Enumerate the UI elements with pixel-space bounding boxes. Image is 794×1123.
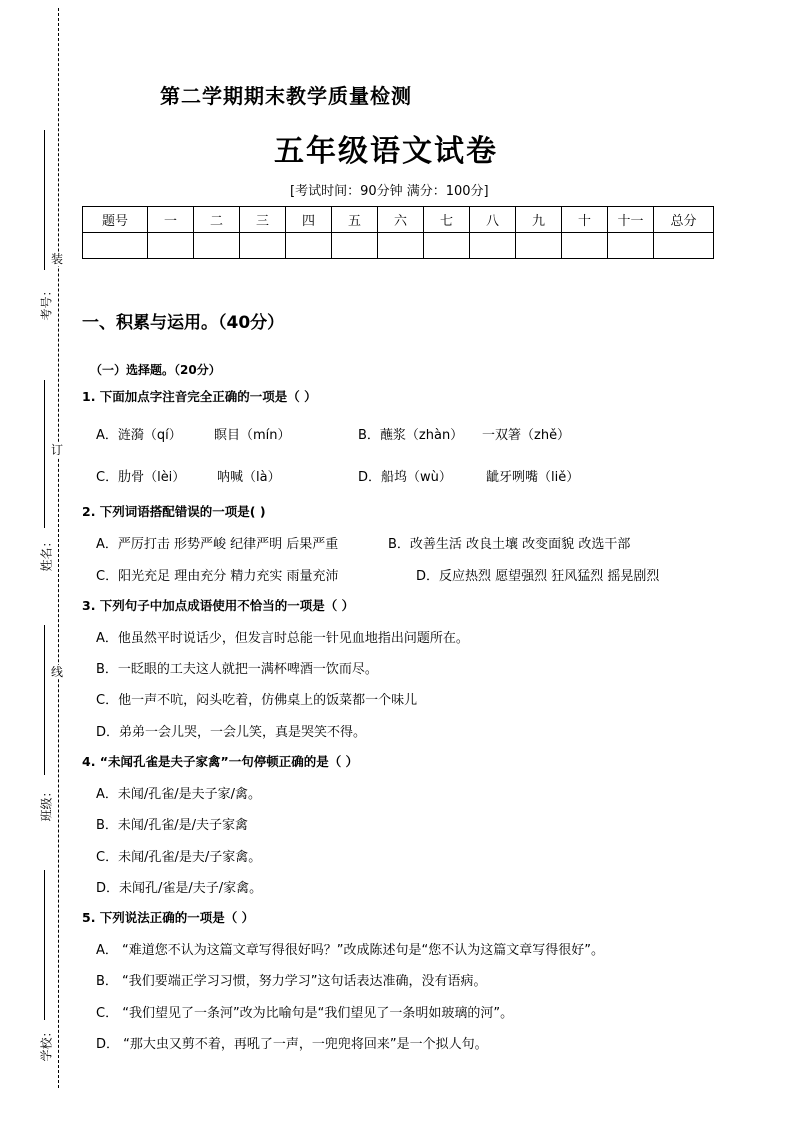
score-cell[interactable] (378, 233, 424, 259)
question-4-option-c[interactable]: C．未闻/孔雀/是夫/子家禽。 (96, 850, 262, 865)
score-cell[interactable] (148, 233, 194, 259)
label-name: 姓名： (39, 535, 54, 572)
question-4-option-d[interactable]: D．未闻孔/雀是/夫子/家禽。 (96, 881, 263, 896)
question-1-option-d[interactable]: D．船坞（wù） (358, 470, 452, 485)
question-2-option-b[interactable]: B．改善生活 改良土壤 改变面貌 改选干部 (388, 537, 631, 552)
score-cell[interactable] (654, 233, 714, 259)
question-5-option-c[interactable]: C． “我们望见了一条河”改为比喻句是“我们望见了一条明如玻璃的河”。 (96, 1006, 514, 1021)
question-4-option-b[interactable]: B．未闻/孔雀/是/夫子家禽 (96, 818, 249, 833)
question-5-option-a[interactable]: A． “难道您不认为这篇文章写得很好吗？”改成陈述句是“您不认为这篇文章写得很好”。 (96, 943, 604, 958)
score-header-cell: 六 (378, 207, 424, 233)
score-header-cell: 七 (424, 207, 470, 233)
score-cell[interactable] (332, 233, 378, 259)
question-1-option-b[interactable]: B．蘸浆（zhàn） (358, 428, 464, 443)
question-4-stem: 4. “未闻孔雀是夫子家禽”一句停顿正确的是（ ） (82, 754, 359, 769)
score-cell[interactable] (424, 233, 470, 259)
score-header-cell: 二 (194, 207, 240, 233)
score-cell[interactable] (240, 233, 286, 259)
question-2-stem: 2. 下列词语搭配错误的一项是( ) (82, 504, 266, 519)
binding-char-zhuang: 装 (51, 252, 64, 266)
exam-subtitle: 第二学期期末教学质量检测 (160, 84, 412, 108)
question-3-option-b[interactable]: B．一眨眼的工夫这人就把一满杯啤酒一饮而尽。 (96, 662, 378, 677)
question-5-stem: 5. 下列说法正确的一项是（ ） (82, 910, 255, 925)
score-header-cell: 一 (148, 207, 194, 233)
question-3-option-d[interactable]: D．弟弟一会儿哭，一会儿笑，真是哭笑不得。 (96, 725, 367, 740)
label-exam-number: 考号： (39, 284, 54, 321)
score-cell[interactable] (286, 233, 332, 259)
score-cell[interactable] (608, 233, 654, 259)
score-cell[interactable] (470, 233, 516, 259)
subsection-heading: （一）选择题。（20分） (90, 363, 221, 377)
exam-meta: [考试时间：90分钟 满分：100分] (290, 184, 489, 199)
score-input-row (83, 233, 714, 259)
question-3-option-c[interactable]: C．他一声不吭，闷头吃着，仿佛桌上的饭菜都一个味儿 (96, 693, 418, 708)
question-5-option-d[interactable]: D． “那大虫又剪不着，再吼了一声，一兜兜将回来”是一个拟人句。 (96, 1037, 488, 1052)
score-cell[interactable] (516, 233, 562, 259)
question-3-stem: 3. 下列句子中加点成语使用不恰当的一项是（ ） (82, 598, 355, 613)
binding-line-class (44, 625, 45, 775)
binding-line-school (44, 870, 45, 1020)
binding-char-ding: 订 (51, 443, 64, 457)
score-cell[interactable] (83, 233, 148, 259)
score-header-row (83, 207, 714, 233)
score-header-cell: 九 (516, 207, 562, 233)
binding-char-xian: 线 (51, 665, 64, 679)
question-2-option-c[interactable]: C．阳光充足 理由充分 精力充实 雨量充沛 (96, 569, 339, 584)
question-1-option-c[interactable]: C．肋骨（lèi） (96, 470, 186, 485)
question-2-option-a[interactable]: A．严厉打击 形势严峻 纪律严明 后果严重 (96, 537, 339, 552)
label-class: 班级： (39, 785, 54, 822)
binding-line-name (44, 380, 45, 528)
exam-title: 五年级语文试卷 (274, 134, 498, 169)
binding-line-exam-no (44, 130, 45, 270)
score-header-cell: 十 (562, 207, 608, 233)
section-heading: 一、积累与运用。（40分） (82, 313, 285, 333)
score-header-cell: 八 (470, 207, 516, 233)
question-3-option-a[interactable]: A．他虽然平时说话少，但发言时总能一针见血地指出问题所在。 (96, 631, 469, 646)
score-header-cell: 五 (332, 207, 378, 233)
question-1-option-b-extra: 一双箸（zhě） (482, 428, 571, 443)
question-1-option-c-extra: 呐喊（là） (217, 470, 281, 485)
score-table (82, 206, 714, 259)
binding-dashed-line (58, 8, 59, 1088)
question-4-option-a[interactable]: A．未闻/孔雀/是夫子家/禽。 (96, 787, 262, 802)
score-cell[interactable] (194, 233, 240, 259)
score-header-cell: 总分 (654, 207, 714, 233)
score-header-cell: 题号 (83, 207, 148, 233)
score-header-cell: 四 (286, 207, 332, 233)
score-cell[interactable] (562, 233, 608, 259)
question-1-stem: 1. 下面加点字注音完全正确的一项是（ ） (82, 389, 317, 404)
question-5-option-b[interactable]: B． “我们要端正学习习惯，努力学习”这句话表达准确，没有语病。 (96, 974, 487, 989)
score-header-cell: 十一 (608, 207, 654, 233)
question-2-option-d[interactable]: D．反应热烈 愿望强烈 狂风猛烈 摇晃剧烈 (416, 569, 660, 584)
question-1-option-a-extra: 瞑目（mín） (214, 428, 291, 443)
question-1-option-d-extra: 龇牙咧嘴（liě） (486, 470, 580, 485)
label-school: 学校： (39, 1025, 54, 1062)
score-header-cell: 三 (240, 207, 286, 233)
question-1-option-a[interactable]: A．涟漪（qí） (96, 428, 182, 443)
